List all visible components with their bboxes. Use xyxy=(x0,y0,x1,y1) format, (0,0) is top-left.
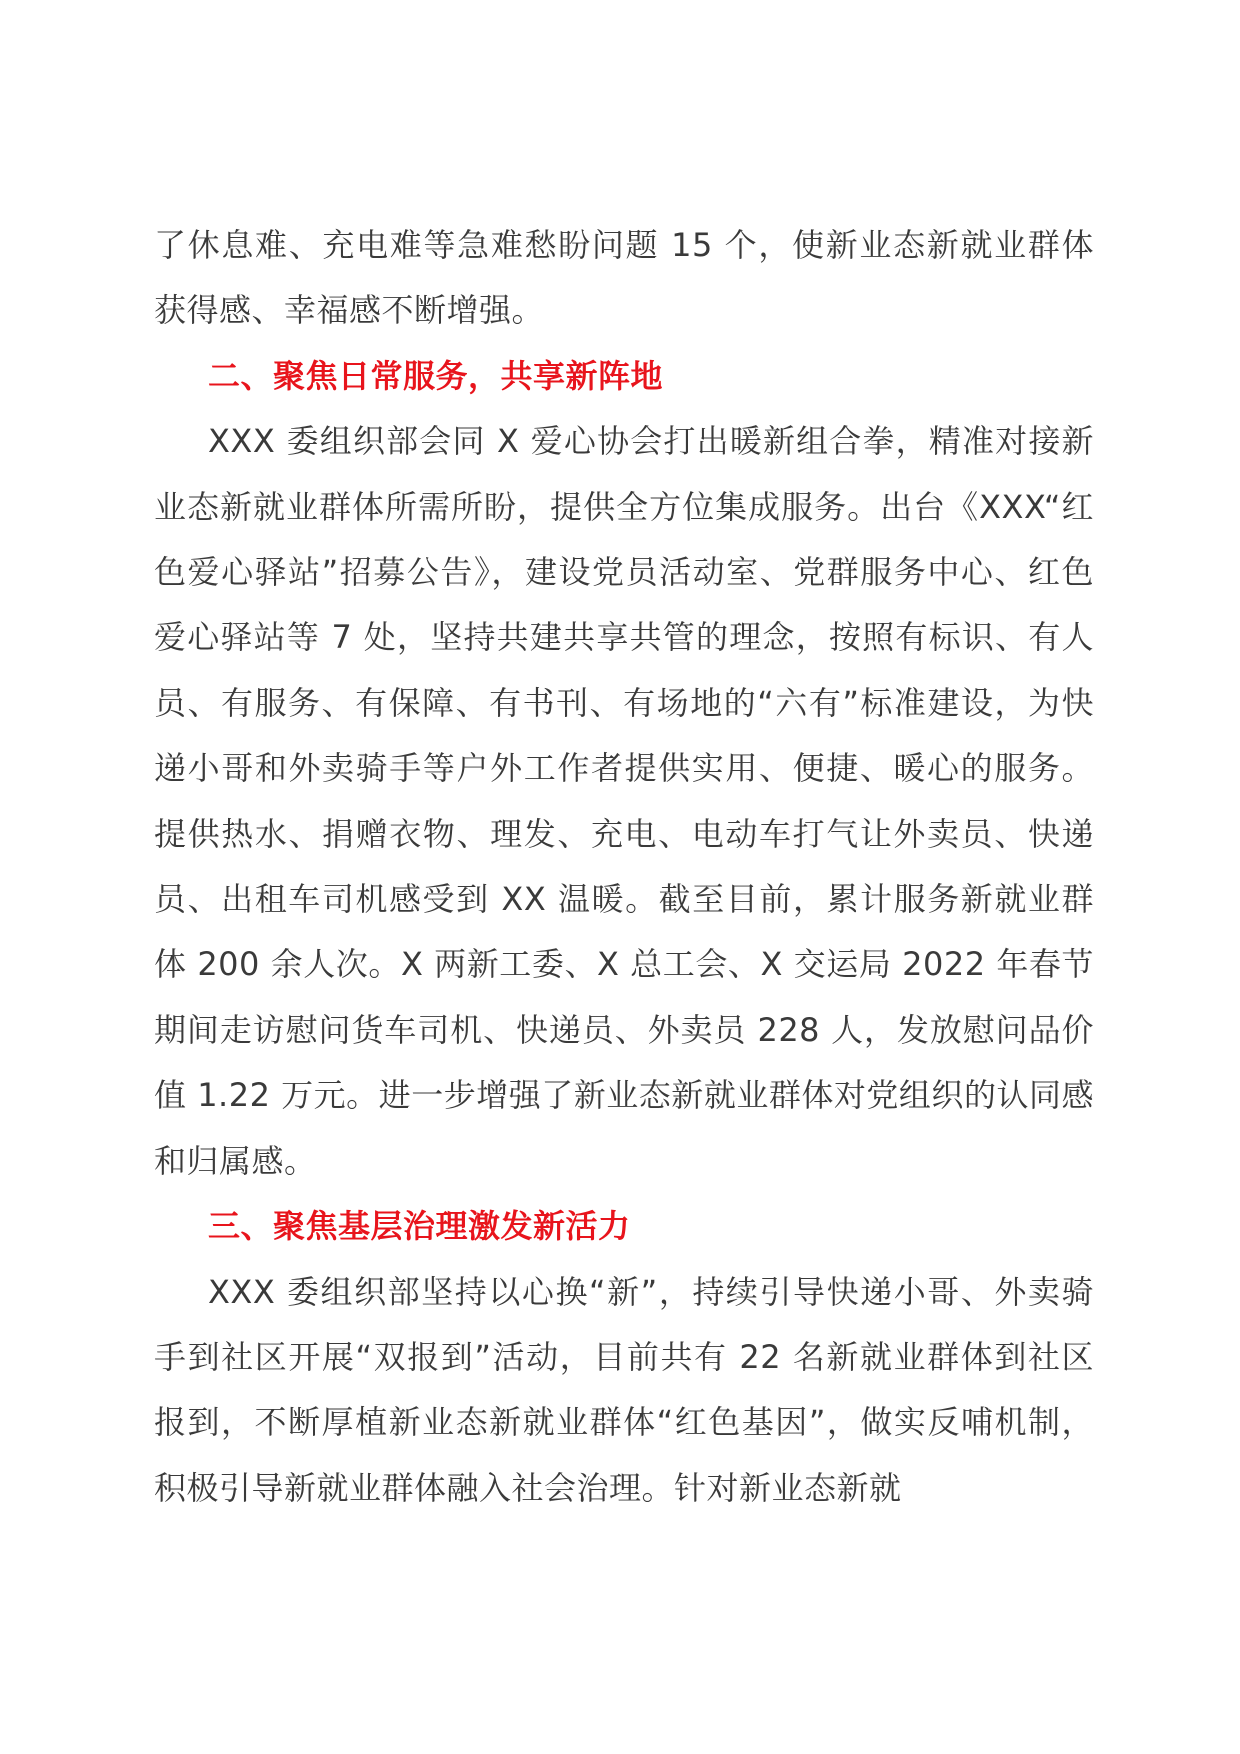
paragraph-continued: 了休息难、充电难等急难愁盼问题 15 个，使新业态新就业群体获得感、幸福感不断增强。 xyxy=(154,226,1094,330)
section-body-3: XXX 委组织部坚持以心换“新”，持续引导快递小哥、外卖骑手到社区开展“双报到”活动，目前共有 22 名新就业群体到社区报到，不断厚植新业态新就业群体“红色基因”，做实反哺机制，积极引导新就业群体融入社会治理。针对新业态新就 xyxy=(154,1272,1094,1507)
section-body-2: XXX 委组织部会同 X 爱心协会打出暖新组合拳，精准对接新业态新就业群体所需所盼，提供全方位集成服务。出台《XXX“红色爱心驿站”招募公告》，建设党员活动室、党群服务中心、红色爱心驿站等 7 处，坚持共建共享共管的理念，按照有标识、有人员、有服务、有保障、有书刊、有场地的“六有”标准建设，为快递小哥和外卖骑手等户外工作者提供实用、便捷、暖心的服务。提供热水、捐赠衣物、理发、充电、电动车打气让外卖员、快递员、出租车司机感受到 XX 温暖。截至目前，累计服务新就业群体 200 余人次。X 两新工委、X 总工会、X 交运局 2022 年春节期间走访慰问货车司机、快递员、外卖员 228 人，发放慰问品价值 1.22 万元。进一步增强了新业态新就业群体对党组织的认同感和归属感。 xyxy=(154,422,1094,1180)
section-heading-2: 二、聚焦日常服务，共享新阵地 xyxy=(208,356,664,395)
section-heading-3: 三、聚焦基层治理激发新活力 xyxy=(208,1207,631,1246)
document-body xyxy=(154,213,1094,1521)
